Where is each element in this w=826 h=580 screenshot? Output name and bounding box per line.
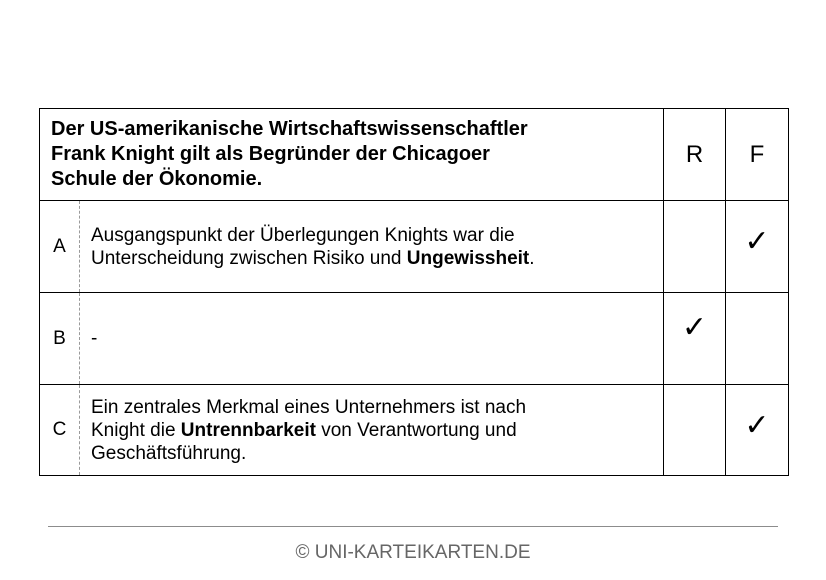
statement-row-c — [40, 385, 789, 476]
statement-text — [80, 385, 664, 476]
f-checkmark-icon: ✓ — [744, 224, 770, 259]
question-text — [40, 109, 664, 201]
statement-row-a — [40, 201, 789, 293]
footer-divider — [48, 526, 778, 527]
r-mark-cell — [664, 385, 726, 476]
column-header-falsch: F — [726, 109, 789, 201]
statement-line-1: Ein zentrales Merkmal eines Unternehmers ist nach — [91, 396, 527, 418]
r-mark-cell — [664, 293, 726, 385]
statement-text-part: Knight die — [91, 419, 181, 441]
statement-line-3: Geschäftsführung. — [91, 442, 247, 464]
statement-text-part: . — [529, 247, 535, 269]
footer-copyright: © UNI-KARTEIKARTEN.DE — [295, 542, 531, 563]
quiz-card-table — [39, 108, 789, 476]
f-mark-cell — [726, 385, 789, 476]
statement-letter: C — [40, 385, 80, 476]
question-line-3: Schule der Ökonomie. — [51, 168, 263, 190]
column-header-richtig: R — [664, 109, 726, 201]
question-line-2: Frank Knight gilt als Begründer der Chicagoer — [51, 143, 490, 165]
statement-text: - — [80, 293, 664, 385]
r-mark-cell — [664, 201, 726, 293]
statement-keyword: Ungewissheit — [406, 247, 530, 269]
statement-text-part: Unterscheidung zwischen Risiko und — [91, 247, 407, 269]
statement-letter: B — [40, 293, 80, 385]
statement-text — [80, 201, 664, 293]
f-checkmark-icon: ✓ — [744, 408, 770, 443]
statement-keyword: Untrennbarkeit — [180, 419, 316, 441]
statement-line-2 — [91, 247, 655, 270]
r-checkmark-icon: ✓ — [681, 310, 708, 345]
f-mark-cell — [726, 293, 789, 385]
question-row — [40, 109, 789, 201]
statement-row-b — [40, 293, 789, 385]
statement-line-2 — [91, 419, 655, 442]
statement-line-1: Ausgangspunkt der Überlegungen Knights war die — [91, 224, 515, 246]
question-line-1: Der US-amerikanische Wirtschaftswissenschaftler — [51, 118, 528, 140]
f-mark-cell — [726, 201, 789, 293]
statement-letter: A — [40, 201, 80, 293]
statement-text-part: von Verantwortung und — [315, 419, 517, 441]
